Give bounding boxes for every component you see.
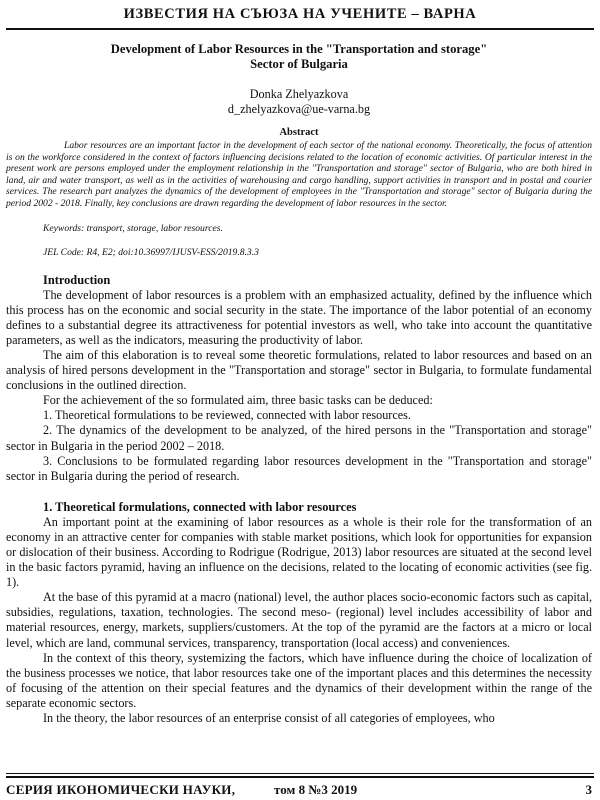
jel-code: JEL Code: R4, E2; doi:10.36997/IJUSV-ESS/2019.8.3.3	[43, 246, 259, 258]
journal-footer	[6, 776, 594, 798]
task-item-3: 3. Conclusions to be formulated regarding labor resources development in the "Transportation and storage" sector in Bulgaria during the period of research.	[6, 453, 592, 483]
footer-rule	[6, 773, 594, 774]
intro-paragraph-2: The aim of this elaboration is to reveal some theoretic formulations, related to labor resources and based on an analysis of hired persons development in the "Transportation and storage" sector in Bulgaria, to formulate fundamental conclusions in the outlined direction.	[6, 347, 592, 393]
author-block	[6, 87, 592, 117]
header-rule	[6, 29, 594, 30]
author-name: Donka Zhelyazkova	[249, 87, 349, 101]
section-1-paragraph-3: In the context of this theory, systemizing the factors, which have influence during the choice of localization of the business processes we notice, that labor resources take one of the important places and this determines the necessity of focusing of the attention on their special features and the dynamics of their development within the range of the separate economic sectors.	[6, 650, 592, 710]
task-item-2: 2. The dynamics of the development to be analyzed, of the hired persons in the "Transportation and storage" sector in Bulgaria in the period 2002 – 2018.	[6, 423, 592, 453]
intro-paragraph-1: The development of labor resources is a problem with an emphasized actuality, defined by the influence which this process has on the economic and social security in the state. The importance of the labor potential of an economy defines to a substantial degree its attractiveness for potential investors as well, who take into account the quantitative parameters, as well as the indicators, measuring the productivity of labor.	[6, 287, 592, 347]
abstract-text: Labor resources are an important factor in the development of each sector of the national economy. Theoretically, the focus of attention is on the workforce considered in the context of factors influencing decisions related to the location of economic activities. Of particular interest in the present work are persons employed under the employment relationship in the "Transportation and storage" sector of Bulgaria, who are both hired in land, air and water transport, as well as in the activities of warehousing and cargo handling, support activities in transport and in postal and courier services. The research part analyzes the dynamics of the development of employees in the "Transportation and storage" sector of Bulgaria during the period 2002 - 2018. Finally, key conclusions are drawn regarding the development of labor resources in the sector.	[6, 140, 592, 209]
section-1-heading: 1. Theoretical formulations, connected with labor resources	[43, 499, 357, 514]
title-line-2: Sector of Bulgaria	[250, 57, 348, 71]
series-name: СЕРИЯ ИКОНОМИЧЕСКИ НАУКИ,	[6, 782, 236, 797]
journal-title: ИЗВЕСТИЯ НА СЪЮЗА НА УЧЕНИТЕ – ВАРНА	[123, 6, 477, 22]
section-1-paragraph-1: An important point at the examining of labor resources as a whole is their role for the transformation of an economy in an attractive center for companies with stable market positions, which look for opportunities for expansion or dislocation of their business. According to Rodrigue (Rodrigue, 2013) labor resources are situated at the second level in the basic factors pyramid, having an influence on the decisions, related to the locating of economic activities (see fig. 1).	[6, 514, 592, 590]
section-1-paragraph-2: At the base of this pyramid at a macro (national) level, the author places socio-economic factors such as capital, subsidies, regulations, taxation, technologies. The second meso- (regional) level includes accessibility of labor and material resources, energy, markets, suppliers/customers. At the top of the pyramid are the factors at a micro or local level, which are land, communal services, transparency, transportation (local access) and conveniences.	[6, 590, 592, 650]
author-email[interactable]: d_zhelyazkova@ue-varna.bg	[227, 102, 371, 116]
section-1-paragraph-4: In the theory, the labor resources of an enterprise consist of all categories of employees, who	[43, 711, 495, 725]
article-body	[6, 36, 592, 726]
volume-issue: том 8 №3 2019	[274, 782, 358, 797]
introduction-heading: Introduction	[43, 272, 111, 287]
task-item-1: 1. Theoretical formulations to be reviewed, connected with labor resources.	[43, 408, 411, 423]
title-line-1: Development of Labor Resources in the "Transportation and storage"	[110, 42, 488, 56]
article-title	[6, 42, 592, 72]
keywords: Keywords: transport, storage, labor resources.	[43, 222, 223, 234]
journal-header	[6, 4, 594, 30]
abstract-heading: Abstract	[279, 127, 319, 138]
intro-paragraph-3: For the achievement of the so formulated aim, three basic tasks can be deduced:	[43, 393, 433, 408]
page-number: 3	[585, 782, 592, 797]
